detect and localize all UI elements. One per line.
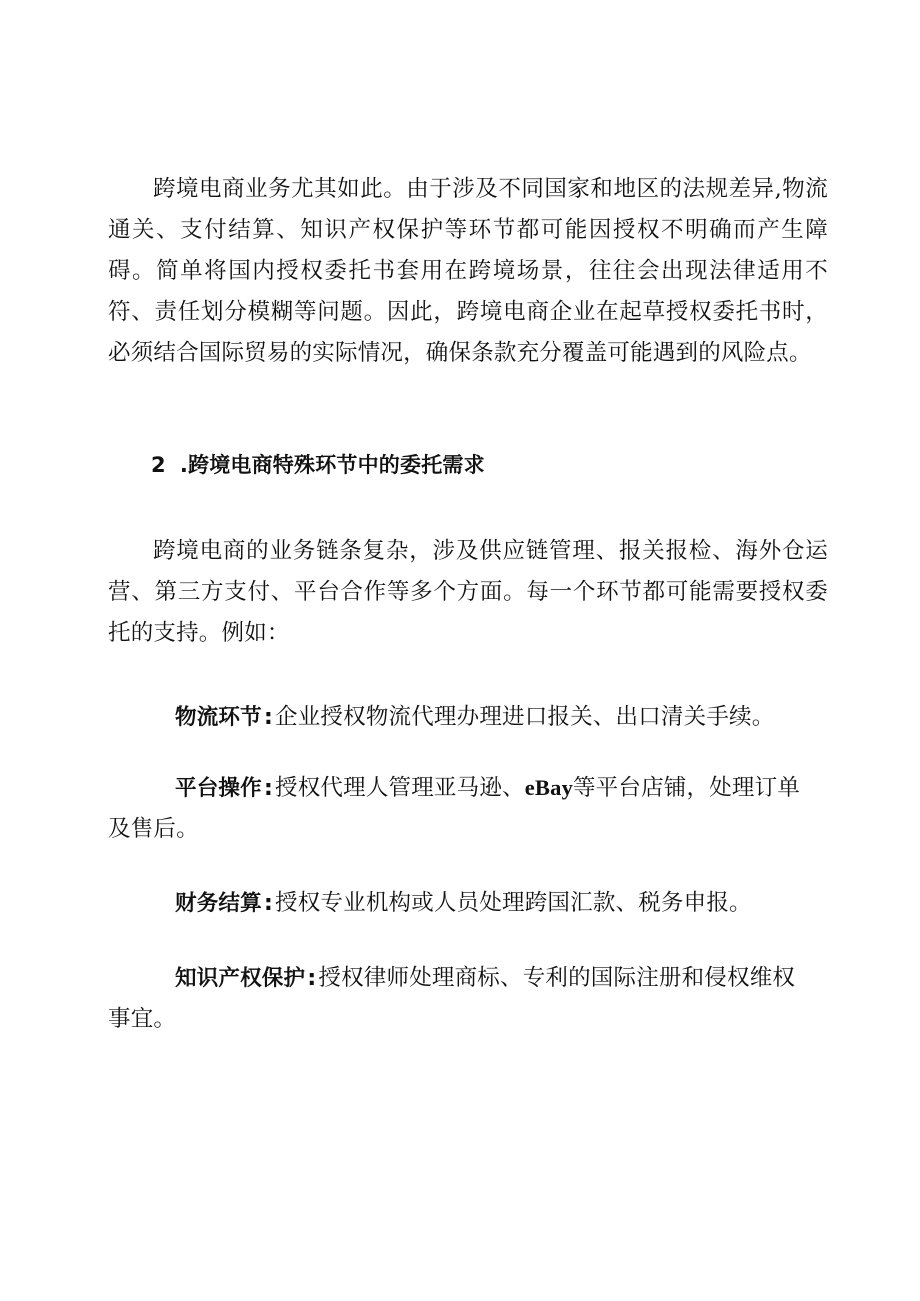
list-item-logistics [108,697,808,738]
list-item-ip-protection [108,958,808,1040]
item-colon: : [307,965,317,991]
item-text: 授权专业机构或人员处理跨国汇款、税务申报。 [275,890,752,916]
item-text-before: 授权代理人管理亚马逊、 [275,775,525,801]
item-text: 授权律师处理商标、专利的国际注册和侵权维权事宜。 [108,965,796,1032]
list-item-finance [108,883,808,924]
item-text-after: 等平台店铺，处理订单及售后。 [108,775,801,842]
section-title: .跨境电商特殊环节中的委托需求 [179,453,485,477]
list-item-platform [108,767,808,850]
section-heading [151,449,485,479]
item-label: 财务结算 [175,891,262,916]
intro-paragraph: 跨境电商业务尤其如此。由于涉及不同国家和地区的法规差异,物流通关、支付结算、知识产权保护等环节都可能因授权不明确而产生障碍。简单将国内授权委托书套用在跨境场景，往往会出现法律适用不符、责任划分模糊等问题。因此，跨境电商企业在起草授权委托书时，必须结合国际贸易的实际情况，确保条款充分覆盖可能遇到的风险点。 [108,176,828,366]
item-label: 物流环节 [175,705,262,730]
item-colon: : [263,775,274,801]
section-number: 2 [151,453,166,477]
item-colon: : [263,704,274,730]
section-paragraph: 跨境电商的业务链条复杂，涉及供应链管理、报关报检、海外仓运营、第三方支付、平台合作等多个方面。每一个环节都可能需要授权委托的支持。例如： [108,538,828,646]
item-brand-name: eBay [524,775,574,800]
item-label: 知识产权保护 [175,966,306,991]
item-label: 平台操作 [175,776,262,801]
item-colon: : [263,890,274,916]
item-text: 企业授权物流代理办理进口报关、出口清关手续。 [275,704,775,730]
